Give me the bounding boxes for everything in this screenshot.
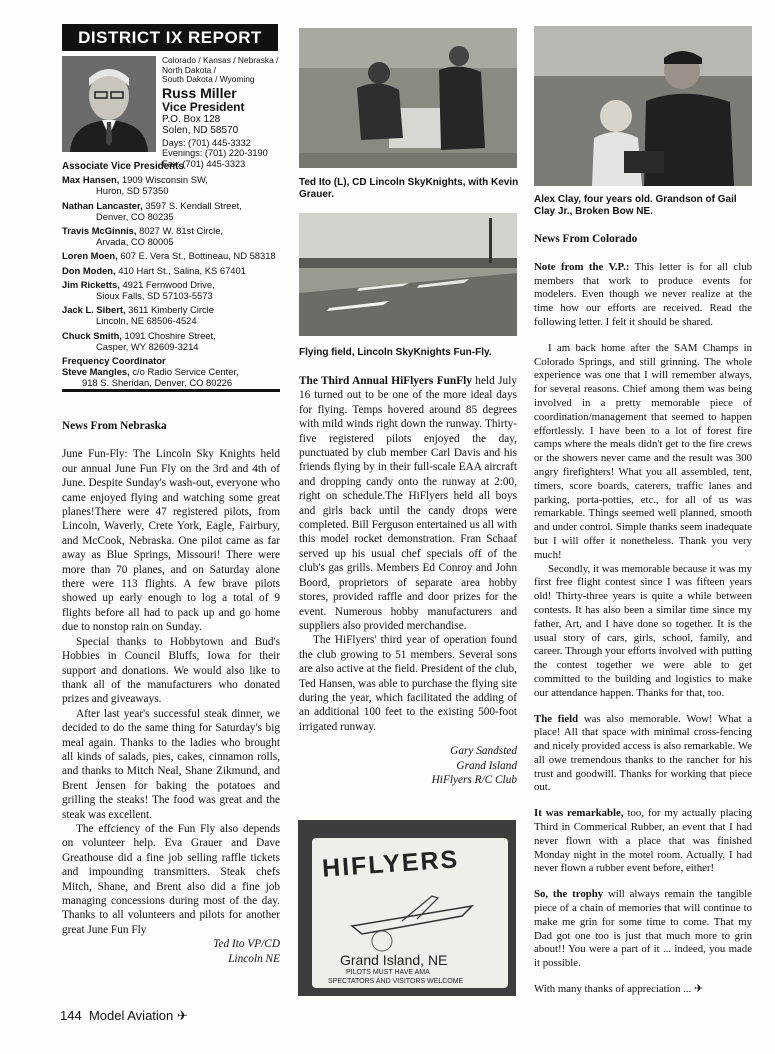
avp-name: Travis McGinnis, bbox=[62, 225, 137, 237]
avp-name: Nathan Lancaster, bbox=[62, 199, 143, 211]
avp-address-line2: Arvada, CO 80005 bbox=[96, 236, 174, 248]
avp-address: 3611 Kimberly Circle bbox=[125, 304, 214, 316]
avp-address-line2: Huron, SD 57350 bbox=[96, 185, 169, 197]
paragraph: This letter is for all club members that work to produce events for modelers. Even though we never realize at the time how our efforts are received. Read the following letter. I felt it should be shared. bbox=[534, 260, 753, 328]
section-heading: News From Colorado bbox=[534, 233, 638, 245]
photo-ted-ito bbox=[299, 28, 517, 168]
associate-vp-list bbox=[62, 158, 284, 392]
vp-address: P.O. Box 128 bbox=[162, 113, 221, 125]
vp-phone-days: Days: (701) 445-3332 bbox=[162, 137, 251, 148]
section-title: DISTRICT IX REPORT bbox=[62, 24, 278, 51]
nebraska-article bbox=[62, 419, 280, 966]
hiflyers-article bbox=[299, 374, 517, 787]
photo-caption: Ted Ito (L), CD Lincoln SkyKnights, with Kevin Grauer. bbox=[299, 177, 519, 201]
photo-flying-field bbox=[299, 213, 517, 336]
paragraph: After last year's successful steak dinner, we decided to do the same thing for Saturday's big meal again. Thanks to the ladies who brought all kinds of salads, pies, cakes, cinnamon rolls, and thanks to Mitch Neal, Shane Zikmund, and Brent Jensen for baking the potatoes and grilling the steaks! The food was great and the steak was excellent. bbox=[62, 707, 280, 821]
photo-alex-clay bbox=[534, 26, 752, 186]
avp-address-line2: Denver, CO 80235 bbox=[96, 210, 174, 222]
paragraph: held July 16 turned out to be one of the more ideal days for flying. Temps hovered around 85 degrees with mild winds right down the runway. Thirty-five registered pilots enjoyed the day, punctuated by club member Carl Davis and his friends flying by in their full-scale EAA aircraft and dropping candy onto the runway at 2:00, right on schedule.The HiFlyers held all boys and girls back until the candy drops were completed. Bill Ferguson entertained us all with this model rocket demonstration. Fran Schaaf served up his usual chef specials off of the club's gas grills. Members Ed Conroy and John Boord, proprietors of separate area hobby stores, provided raffle and door prizes for the event. Numerous hobby manufacturers and suppliers also provided merchandise. bbox=[299, 375, 517, 632]
lead-in: So, the trophy bbox=[534, 888, 604, 901]
paragraph: will always remain the tangible piece of a chain of memories that will continue to make me grin for some time to come. That my Dad got one too is just that much more to grin about!! You were a part of it ... indeed, you made it possible. bbox=[534, 888, 752, 970]
signature: Grand Island bbox=[456, 759, 517, 772]
signature: HiFlyers R/C Club bbox=[431, 773, 517, 786]
avp-name: Chuck Smith, bbox=[62, 329, 122, 341]
paragraph: Secondly, it was memorable because it was my first free flight contest since I was fifteen years old! Thirty-three years is quite a while between contests. It has also been a similar time since my father, Art, and I have done so together. It is the usual story of cars, girls, school, family, and career. Through your efforts involved with putting the contest together we were able to get committed to the building and logistics to make our attendance happen. Thanks for that, too. bbox=[534, 562, 752, 699]
avp-address: 410 Hart St., Salina, KS 67401 bbox=[115, 264, 246, 276]
paragraph: was also memorable. Wow! What a place! All that space with minimal cross-fencing and nicely provided access is also remarkable. We all owe tremendous thanks to the rancher for his trust and goodwill. Thanks for working that piece out. bbox=[534, 712, 753, 794]
avp-address-line2: Casper, WY 82609-3214 bbox=[96, 340, 199, 352]
page-footer bbox=[60, 1008, 188, 1024]
vp-contact bbox=[162, 56, 282, 170]
avp-address: 607 E. Vera St., Bottineau, ND 58318 bbox=[117, 250, 276, 262]
coordinator-address: c/o Radio Service Center, bbox=[129, 366, 239, 378]
avp-name: Don Moden, bbox=[62, 264, 116, 276]
vp-title: Vice President bbox=[162, 99, 245, 114]
avp-name: Jim Ricketts, bbox=[62, 278, 120, 290]
lead-in: The field bbox=[534, 712, 579, 725]
sign-city: Grand Island, NE bbox=[340, 952, 448, 968]
section-heading: News From Nebraska bbox=[62, 420, 167, 432]
vp-address: Solen, ND 58570 bbox=[162, 124, 239, 136]
closing-line: With many thanks of appreciation ... bbox=[534, 983, 692, 996]
vp-fax: Fax: (701) 445-3323 bbox=[162, 158, 246, 169]
signature: Gary Sandsted bbox=[450, 745, 517, 758]
paragraph: The effciency of the Fun Fly also depends on volunteer help. Eva Grauer and Dave Greathouse did a fine job selling raffle tickets and impounding transmitters. Steak chefs Mitch, Shane, and Brent also did a fine job managing concessions during most of the day. Thanks to all volunteers and pilots for another great June Fun Fly bbox=[62, 822, 280, 936]
states-line: South Dakota / Wyoming bbox=[162, 74, 255, 85]
avp-address: 4921 Fernwood Drive, bbox=[119, 278, 215, 290]
paragraph: The HiFlyers' third year of operation found the club growing to 51 members. Several sons are also active at the field. President of the club, Ted Hansen, was able to purchase the flying site during the year, which facilitated the adding of an additional 100 feet to the existing 500-foot irrigated runway. bbox=[299, 634, 517, 733]
avp-entry bbox=[62, 200, 284, 222]
lead-in: It was remarkable, bbox=[534, 807, 624, 820]
signature: Lincoln NE bbox=[228, 952, 280, 965]
airplane-icon: ✈ bbox=[693, 983, 704, 996]
paragraph: I am back home after the SAM Champs in Colorado Springs, and still grinning. The whole experience was one that I will remember always, for several reasons. Chief among them was being involved in a pretty memorable piece of coordination/management that seemed to happen effortlessly. I have been to a lot of forest fire camps where the meals didn't get to the fire crews or the showers never came and the result was 300 angry firefighters! What you all assembled, tent, timers, score boards, caterers, traffic lanes and parking, porta-potties, etc., for all of us was remarkable. Things seemed well planned, smooth and under control. Simple thanks seem inadequate but I will offer it nonetheless. Thank you very much! bbox=[534, 341, 752, 561]
photo-caption: Alex Clay, four years old. Grandson of Gail Clay Jr., Broken Bow NE. bbox=[534, 194, 737, 218]
avp-address: 1909 Wisconsin SW, bbox=[119, 174, 208, 186]
avp-address: 1091 Choshire Street, bbox=[121, 329, 216, 341]
states-line: Colorado / Kansas / Nebraska / bbox=[162, 55, 279, 65]
avp-heading: Associate Vice Presidents bbox=[62, 161, 184, 172]
coordinator-address-line2: 918 S. Sheridan, Denver, CO 80226 bbox=[82, 377, 233, 389]
avp-entry bbox=[62, 250, 284, 261]
vp-portrait bbox=[62, 56, 156, 152]
photo-caption: Flying field, Lincoln SkyKnights Fun-Fly. bbox=[299, 347, 492, 358]
vp-name: Russ Miller bbox=[162, 84, 237, 101]
photo-hiflyers-sign bbox=[298, 820, 516, 996]
airplane-icon: ✈ bbox=[176, 1008, 188, 1023]
sign-text: SPECTATORS AND VISITORS WELCOME bbox=[328, 978, 464, 985]
magazine-name: Model Aviation bbox=[88, 1008, 174, 1023]
avp-address-line2: Lincoln, NE 68506-4524 bbox=[96, 315, 197, 327]
paragraph: too, for my actually placing Third in Commerical Rubber, an event that I had never flown with a place that was finished Monday night in the motel room. Actually, I had never flown a rubber event before, either! bbox=[534, 807, 752, 875]
avp-entry bbox=[62, 330, 284, 352]
page-number: 144 bbox=[60, 1008, 82, 1023]
paragraph: June Fun-Fly: The Lincoln Sky Knights held our annual June Fun Fly on the 3rd and 4th of June. Despite Sunday's wash-out, everyone who came enjoyed flying and watching some great planes!There were 47 registered pilots, from Lincoln, Waverly, Crete York, Eagle, Fairbury, and McCook, Nebraska. One pilot came as far away as Blue Springs, Missouri! There were more than 70 planes, and on Saturday alone there were 113 flights. A few brave pilots showed up early enough to log a total of 9 flights before all had to pack up and go home due to nonstop rain on Sunday. bbox=[62, 448, 280, 634]
avp-entry bbox=[62, 225, 284, 247]
avp-name: Loren Moen, bbox=[62, 250, 118, 262]
avp-name: Jack L. Sibert, bbox=[62, 304, 126, 316]
lead-in: The Third Annual HiFlyers FunFly bbox=[299, 375, 472, 387]
avp-entry bbox=[62, 265, 284, 276]
paragraph: Special thanks to Hobbytown and Bud's Hobbies in Council Bluffs, Iowa for their support and donations. We would also like to thank all of the manufacturers who donated prizes and giveaways. bbox=[62, 635, 280, 706]
sign-text: PILOTS MUST HAVE AMA bbox=[346, 969, 430, 976]
divider bbox=[62, 389, 280, 392]
avp-name: Max Hansen, bbox=[62, 174, 120, 186]
coordinator-heading: Frequency Coordinator bbox=[62, 355, 166, 367]
signature: Ted Ito VP/CD bbox=[213, 938, 280, 951]
vp-phone-evenings: Evenings: (701) 220-3190 bbox=[162, 148, 268, 159]
avp-address-line2: Sioux Falls, SD 57103-5573 bbox=[96, 290, 213, 302]
avp-address: 3597 S. Kendall Street, bbox=[142, 199, 242, 211]
coordinator-name: Steve Mangles, bbox=[62, 366, 130, 378]
avp-entry bbox=[62, 279, 284, 301]
states-line: North Dakota / bbox=[162, 64, 216, 75]
lead-in: Note from the V.P.: bbox=[534, 260, 630, 273]
colorado-article bbox=[534, 233, 752, 997]
sign-title: HIFLYERS bbox=[321, 845, 461, 883]
avp-address: 8027 W. 81st Circle, bbox=[136, 225, 224, 237]
avp-entry bbox=[62, 174, 284, 196]
avp-entry bbox=[62, 304, 284, 326]
